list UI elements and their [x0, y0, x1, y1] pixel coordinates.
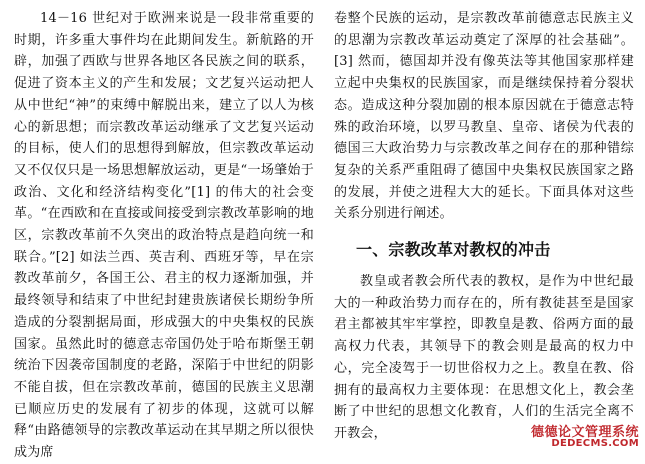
watermark-url: DEDECMS.COM [551, 438, 639, 449]
right-column [334, 8, 634, 445]
site-watermark [531, 427, 639, 449]
watermark-text: 德德论文管理系统 [530, 425, 639, 440]
left-column [14, 8, 314, 464]
section-heading: 一、宗教改革对教权的冲击 [356, 240, 551, 260]
paragraph: 卷整个民族的运动，是宗教改革前德意志民族主义的思潮为宗教改革运动奠定了深厚的社会基础”。[3] 然而，德国却并没有像英法等其他国家那样建立起中央集权的民族国家，而是继续保持着分裂状态。造成这种分裂加剧的根本原因就在于德意志特殊的政治环境，以罗马教皇、皇帝、诸侯为代表的德国三大政治势力与宗教改革之间存在的那种错综复杂的关系严重阻碍了德国中央集权民族国家之路的发展，并使之进程大大的延长。下面具体对这些关系分别进行阐述。 [334, 11, 634, 222]
paragraph: 14－16 世纪对于欧洲来说是一段非常重要的时期，许多重大事件均在此期间发生。新航路的开辟，加强了西欧与世界各地区各民族之间的联系，促进了资本主义的产生和发展；文艺复兴运动把人从中世纪“神”的束缚中解脱出来，建立了以人为核心的新思想；而宗教改革运动继承了文艺复兴运动的目标，使人们的思想得到解放，但宗教改革运动又不仅仅只是一场思想解放运动，更是“一场肇始于政治、文化和经济结构变化”[1] 的伟大的社会变革。“在西欧和在直接或间接受到宗教改革影响的地区，宗教改革前不久突出的政治特点是趋向统一和联合。”[2] 如法兰西、英吉利、西班牙等，早在宗教改革前夕，各国王公、君主的权力逐渐加强，并最终领导和结束了中世纪封建贵族诸侯长期纷争所造成的分裂割据局面，形成强大的中央集权的民族国家。虽然此时的德意志帝国仍处于哈布斯堡王朝统治下因袭帝国制度的老路，深陷于中世纪的阴影不能自拔，但在宗教改革前，德国的民族主义思潮已顺应历史的发展有了初步的体现，这就可以解释“由路德领导的宗教改革运动在其早期之所以很快成为席 [14, 11, 314, 461]
paragraph: 教皇或者教会所代表的教权，是作为中世纪最大的一种政治势力而存在的，所有教徒甚至是国家君主都被其牢牢掌控，即教皇是教、俗两方面的最高权力代表，其领导下的教会则是最高的权力中心，完全凌驾于一切世俗权力之上。教皇在教、俗拥有的最高权力主要体现：在思想文化上，教会垄断了中世纪的思想文化教育，人们的生活完全离不开教会， [334, 274, 634, 441]
